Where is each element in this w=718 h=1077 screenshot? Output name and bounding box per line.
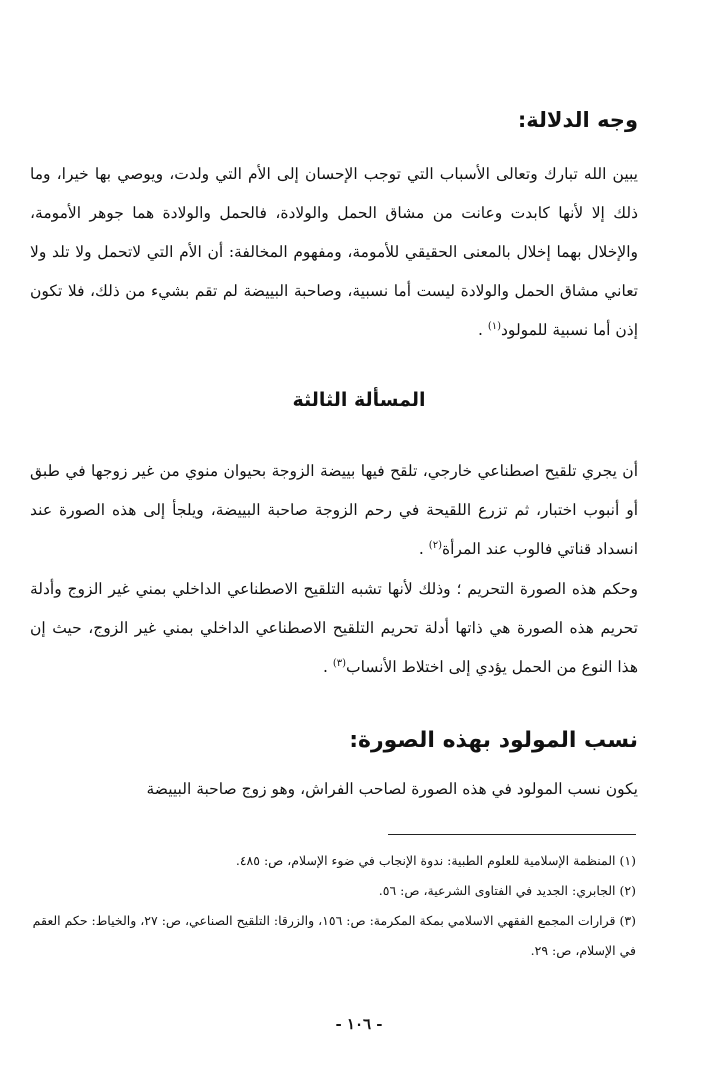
footnote-3: (٣) قرارات المجمع الفقهي الاسلامي بمكة المكرمة: ص: ١٥٦، والزرقا: التلقيح الصناعي، ص: ٢٧، والخياط: حكم العقم في الإسلام، ص: ٢٩. <box>32 913 636 958</box>
paragraph-2-text: أن يجري تلقيح اصطناعي خارجي، تلقح فيها بييضة الزوجة بحيوان منوي من غير زوجها في طبق أو أنبوب اختبار، ثم تزرع اللقيحة في رحم الزوجة صاحبة البييضة، ويلجأ إلى هذه الصورة عند انسداد قناتي فالوب عند المرأة <box>30 462 638 558</box>
footnote-ref-2[interactable]: (٢) <box>428 539 442 551</box>
footnote-ref-3[interactable]: (٣) <box>332 657 347 669</box>
paragraph-3-text: وحكم هذه الصورة التحريم ؛ وذلك لأنها تشبه التلقيح الاصطناعي الداخلي بمني غير الزوج وأدلة تحريم هذه الصورة هي ذاتها أدلة تحريم التلقيح الاصطناعي الداخلي بمني غير الزوج، حيث إن هذا النوع من الحمل يؤدي إلى اختلاط الأنساب <box>30 580 638 676</box>
heading-nasab: نسب المولود بهذه الصورة: <box>349 728 638 753</box>
paragraph-1 <box>30 155 638 350</box>
paragraph-3-end: . <box>322 658 333 676</box>
paragraph-4: يكون نسب المولود في هذه الصورة لصاحب الفراش، وهو زوج صاحبة البييضة <box>146 780 638 798</box>
paragraph-1-text: يبين الله تبارك وتعالى الأسباب التي توجب الإحسان إلى الأم التي ولدت، ويوصي بها خيرا، وما ذلك إلا لأنها كابدت وعانت من مشاق الحمل والولادة، فالحمل والولادة هما جوهر الأمومة، والإخلال بهما إخلال بالمعنى الحقيقي للأمومة، ومفهوم المخالفة: أن الأم التي لاتحمل ولا تلد ولا تعاني مشاق الحمل والولادة ليست أما نسبية، وصاحبة البييضة لم تقم بشيء من ذلك، فلا تكون إذن أما نسبية للمولود <box>30 165 638 339</box>
footnotes-list <box>30 846 636 966</box>
footnote-1: (١) المنظمة الإسلامية للعلوم الطبية: ندوة الإنجاب في ضوء الإسلام، ص: ٤٨٥. <box>235 853 636 868</box>
section-title: المسألة الثالثة <box>292 389 426 411</box>
footnote-ref-1[interactable]: (١) <box>487 320 502 332</box>
paragraph-1-end: . <box>477 321 488 339</box>
paragraph-2 <box>30 452 638 569</box>
footnote-divider <box>388 834 636 835</box>
paragraph-3 <box>30 570 638 687</box>
heading-dalala: وجه الدلالة: <box>517 108 638 132</box>
footnote-2: (٢) الجابري: الجديد في الفتاوى الشرعية، ص: ٥٦. <box>378 883 636 898</box>
paragraph-2-end: . <box>418 540 429 558</box>
page-number: - ١٠٦ - <box>335 1015 383 1033</box>
